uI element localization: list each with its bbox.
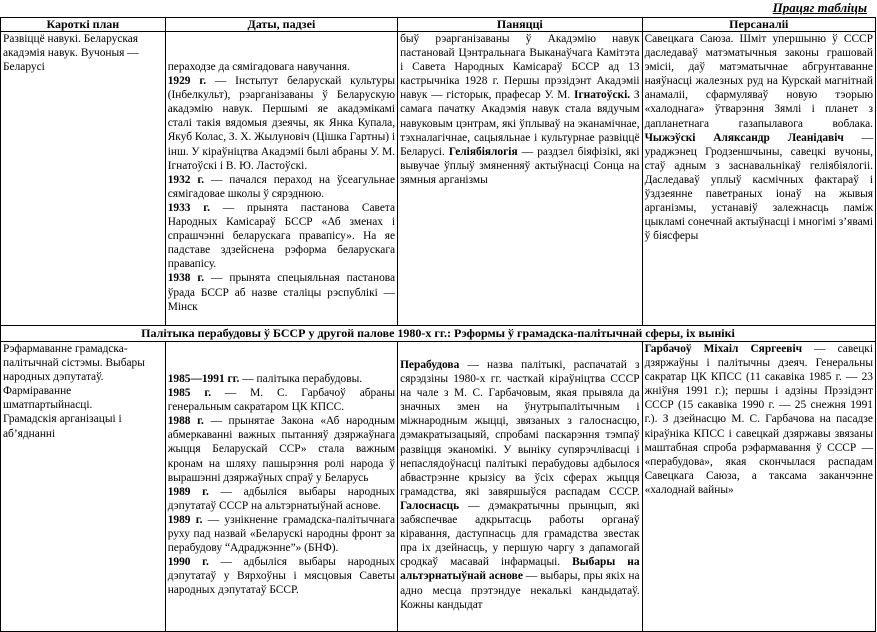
date-entry: 1929 г. — Інстытут беларускай культуры (Інбелкульт), рэарганізаваны ў Беларускую акадэмію навук. Першымі яе акадэмікамі сталі такія вядомыя дзеячы, як Янка Купала, Якуб Колас, З. Х. Жылуновіч (Цішка Гартны) і інш. У кіраўніцтва Акадэміі былі абраны У. М. Ігнатоўскі і В. Ю. Ластоўскі. xyxy=(167,75,396,172)
date-entry: 1985 г. — М. С. Гарбачоў абраны генеральным сакратаром ЦК КПСС. xyxy=(167,387,396,414)
plan-cell: Развіццё навукі. Беларуская акадэмія навук. Вучоныя — Беларусі xyxy=(1,32,166,326)
date-entry: 1985—1991 гг. — палітыка перабудовы. xyxy=(167,373,363,385)
header-row xyxy=(1,18,876,32)
continuation-label: Працяг табліцы xyxy=(772,0,867,15)
section-title: Палітыка перабудовы ў БССР у другой палове 1980-х гг.: Рэформы ў грамадска-палітычнай сферы, іх вынікі xyxy=(1,326,876,342)
plan-item: Фарміраванне шматпартыйнасці. xyxy=(3,385,93,412)
concepts-cell: Перабудова — назва палітыкі, распачатай з сярэдзіны 1980-х гг. часткай кіраўніцтва СССР на чале з М. С. Гарбачовым, якая прывяла да значных змен на ўнутрыпалітычным і міжнародным жыцці, звязаных з галоснасцю, дэмакратызацыяй, спробамі паскарэння тэмпаў развіцця эканомікі. У выніку супярэчлівасці і непаслядоўнасці палітыкі перабудовы адбылося абвастрэнне крызісу ва ўсіх сферах жыцця грамадства, які завяршыўся распадам СССР. Галоснасць — дэмакратычны прынцып, які забяспечвае адкрытасць работы органаў кіравання, даступнасць для грамадства звестак пра іх дзейнасць, у першую чаргу з дапамогай сродкаў масавай інфармацыі. Выбары на альтэрнатыўнай аснове — выбары, пры якіх на адно месца прэтэндуе некалькі кандыдатаў. Кожны кандыдат xyxy=(398,342,643,632)
dates-cell xyxy=(165,32,397,326)
persons-cell: Гарбачоў Міхаіл Сяргеевіч — савецкі дзяржаўны і палітычны дзеяч. Генеральны сакратар ЦК КПСС (11 сакавіка 1985 г. — 23 жніўня 1991 г.); першы і адзіны Прэзідэнт СССР (15 сакавіка 1990 г. — 25 снежня 1991 г.). З дзейнасцю М. С. Гарбачова на пасадзе кіраўніка КПСС і савецкай дзяржавы звязаны маштабная спроба рэфармавання ў СССР — «перабудова», якая скончылася распадам Савецкага Саюза, а таксама заканчэнне «халоднай вайны» xyxy=(642,342,875,632)
plan-cell xyxy=(1,342,166,632)
header-persons: Персаналіі xyxy=(642,18,875,32)
date-entry: 1989 г. — узнікненне грамадска-палітычнага руху пад назвай «Беларускі народны фронт за перабудову “Адраджэнне”» (БНФ). xyxy=(167,513,396,555)
date-entry: 1988 г. — прынятае Закона «Аб народным абмеркаванні важных пытанняў дзяржаўнага жыцця Беларускай ССР» стала важным кронам на шляху пашырэння ролі народа ў вырашэнні дзяржаўных спраў у Беларусь xyxy=(167,415,396,484)
persons-cell: Савецкага Саюза. Шміт упершыню ў СССР даследаваў матэматычныя законы грашовай эмісіі, даў матэматычнае абгрунтаванне наяўнасці жалезных руд на Курскай магнітнай анамаліі, сфармуляваў новую тэорыю «халоднага» ўтварэння Зямлі і планет з дапланетнага газапылавога воблака. Чыжэўскі Аляксандр Леанідавіч — ураджэнец Гродзеншчыны, савецкі вучоны, стаў адным з заснавальнікаў геліябіялогіі. Даследаваў уплыў касмічных фактараў і ўздзеянне паветраных іонаў на жывыя арганізмы, устанавіў залежнасць паміж цыкламі сонечнай актыўнасці і многімі з’явамі ў біясферы xyxy=(642,32,875,326)
date-entry: пераходзе да сямігадовага навучання. xyxy=(167,61,350,73)
header-concepts: Паняцці xyxy=(398,18,643,32)
history-table xyxy=(0,17,876,632)
plan-item: Грамадскія арганізацыі і аб’яднанні xyxy=(3,413,122,440)
table-row xyxy=(1,342,876,632)
date-entry: 1990 г. — адбыліся выбары народных дэпутатаў у Вярхоўны і мясцовыя Саветы народных дэпутатаў БССР. xyxy=(167,556,396,597)
header-dates: Даты, падзеі xyxy=(165,18,397,32)
date-entry: 1989 г. — адбыліся выбары народных дэпутатаў СССР на альтэрнатыўнай аснове. xyxy=(167,485,396,512)
header-plan: Кароткі план xyxy=(1,18,166,32)
concepts-cell: быў рэарганізаваны ў Акадэмію навук пастановай Цэнтральнага Выканаўчага Камітэта і Савета Народных Камісараў БССР ад 13 кастрычніка 1928 г. Першы прэзідэнт Акадэміі навук — гісторык, прафесар У. М. Ігнатоўскі. З самага пачатку Акадэмія навук стала вядучым навуковым цэнтрам, які ўплываў на эканамічнае, тэхналагічнае, сацыяльнае і культурнае развіццё Беларусі. Геліябіялогія — раздзел біяфізікі, які вывучае ўплыў змяненняў актыўнасці Сонца на зямныя арганізмы xyxy=(398,32,643,326)
dates-cell xyxy=(165,342,397,632)
date-entry: 1933 г. — прынята пастанова Савета Народных Камісараў БССР «Аб зменах і спрашчэнні беларускага правапісу». На яе падставе здзейснена рэформа беларускага правапісу. xyxy=(167,201,396,271)
table-row xyxy=(1,32,876,326)
date-entry: 1932 г. — пачался пераход на ўсеагульнае сямігадовае школы ў сярэднюю. xyxy=(167,173,396,200)
section-row xyxy=(1,326,876,342)
date-entry: 1938 г. — прынята спецыяльная пастанова ўрада БССР аб назве сталіцы рэспублікі — Мінск xyxy=(167,272,396,313)
plan-item: Рэфармаванне грамадска-палітычнай сістэмы. Выбары народных дэпутатаў. xyxy=(3,343,145,384)
